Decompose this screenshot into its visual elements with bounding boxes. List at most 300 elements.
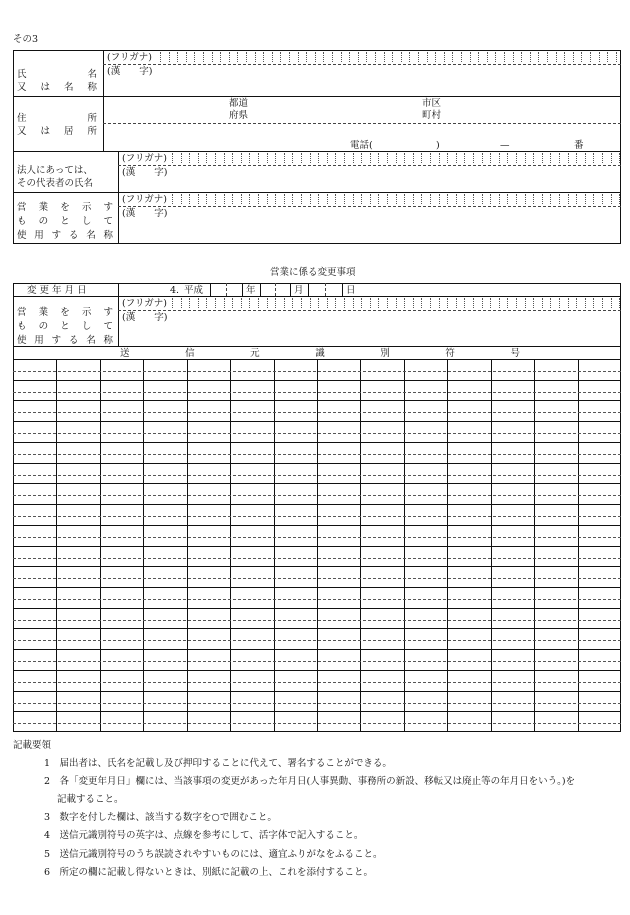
furigana-char-divider	[353, 153, 354, 163]
furigana-char-divider	[413, 153, 414, 163]
furigana-char-divider	[298, 52, 299, 62]
furigana-char-divider	[232, 153, 233, 163]
furigana-char-divider	[602, 194, 603, 204]
furigana-char-divider	[361, 153, 362, 163]
furigana-char-divider	[611, 298, 612, 308]
month-input[interactable]	[261, 284, 290, 296]
furigana-char-divider	[301, 194, 302, 204]
furigana-char-divider	[301, 298, 302, 308]
furigana-char-divider	[409, 52, 410, 62]
grid-row-guide	[13, 723, 621, 724]
furigana-char-divider	[255, 52, 256, 62]
furigana-char-divider	[404, 194, 405, 204]
furigana-char-divider	[353, 194, 354, 204]
grid-row-guide	[13, 537, 621, 538]
furigana-char-divider	[464, 194, 465, 204]
phone-label: 電話(	[350, 140, 373, 151]
biz2-kanji-field[interactable]	[172, 312, 620, 345]
era-label: 平成	[184, 285, 204, 296]
furigana-char-divider	[181, 194, 182, 204]
furigana-char-divider	[559, 298, 560, 308]
biz2-furigana-label: (フリガナ)	[122, 298, 167, 309]
grid-row-guide	[13, 475, 621, 476]
furigana-char-divider	[616, 52, 617, 62]
year-input[interactable]	[211, 284, 242, 296]
furigana-char-divider	[421, 298, 422, 308]
furigana-char-divider	[301, 153, 302, 163]
furigana-char-divider	[490, 194, 491, 204]
furigana-char-divider	[396, 298, 397, 308]
furigana-char-divider	[284, 298, 285, 308]
furigana-char-divider	[198, 153, 199, 163]
date-prefix: 4.	[170, 285, 180, 296]
furigana-char-divider	[220, 52, 221, 62]
furigana-char-divider	[275, 298, 276, 308]
furigana-char-divider	[378, 194, 379, 204]
grid-row-line	[13, 608, 621, 609]
furigana-char-divider	[585, 194, 586, 204]
furigana-char-divider	[568, 194, 569, 204]
furigana-char-divider	[370, 194, 371, 204]
furigana-char-divider	[611, 194, 612, 204]
furigana-char-divider	[490, 298, 491, 308]
furigana-char-divider	[198, 194, 199, 204]
furigana-char-divider	[521, 52, 522, 62]
todofuken-top: 都道	[229, 98, 249, 109]
grid-row-line	[13, 628, 621, 629]
furigana-char-divider	[258, 153, 259, 163]
furigana-char-divider	[327, 298, 328, 308]
furigana-char-divider	[284, 153, 285, 163]
furigana-char-divider	[516, 298, 517, 308]
furigana-char-divider	[542, 153, 543, 163]
biz-kanji-label: (漢 字)	[122, 208, 168, 219]
furigana-char-divider	[585, 153, 586, 163]
grid-row-guide	[13, 682, 621, 683]
furigana-char-divider	[421, 153, 422, 163]
grid-row-guide	[13, 516, 621, 517]
furigana-char-divider	[237, 52, 238, 62]
note-item-3: 3 数字を付した欄は、該当する数字を○で囲むこと。	[44, 812, 277, 823]
grid-row-guide	[13, 433, 621, 434]
furigana-char-divider	[224, 153, 225, 163]
furigana-char-divider	[186, 52, 187, 62]
grid-row-guide	[13, 599, 621, 600]
furigana-char-divider	[212, 52, 213, 62]
furigana-char-divider	[538, 52, 539, 62]
name-furigana-field[interactable]	[160, 51, 620, 63]
phone-dash: —	[500, 140, 510, 151]
furigana-char-divider	[525, 153, 526, 163]
furigana-char-divider	[495, 52, 496, 62]
change-section-title: 営業に係る変更事項	[270, 267, 356, 278]
furigana-char-divider	[189, 194, 190, 204]
furigana-char-divider	[292, 194, 293, 204]
furigana-char-divider	[275, 153, 276, 163]
furigana-char-divider	[384, 52, 385, 62]
furigana-char-divider	[249, 194, 250, 204]
grid-row-line	[13, 421, 621, 422]
furigana-char-divider	[607, 52, 608, 62]
grid-row-guide	[13, 371, 621, 372]
furigana-char-divider	[172, 153, 173, 163]
furigana-char-divider	[232, 298, 233, 308]
furigana-char-divider	[473, 194, 474, 204]
furigana-char-divider	[327, 194, 328, 204]
furigana-char-divider	[576, 194, 577, 204]
note-item-2: 2 各「変更年月日」欄には、当該事項の変更があった年月日(人事異動、事務所の新設、移転又は廃止等の年月日をいう。)を	[44, 776, 576, 787]
furigana-char-divider	[396, 194, 397, 204]
name-kanji-field[interactable]	[160, 66, 620, 94]
furigana-char-divider	[344, 153, 345, 163]
furigana-char-divider	[370, 298, 371, 308]
furigana-char-divider	[232, 194, 233, 204]
furigana-char-divider	[564, 52, 565, 62]
furigana-char-divider	[533, 298, 534, 308]
furigana-char-divider	[263, 52, 264, 62]
furigana-char-divider	[581, 52, 582, 62]
furigana-char-divider	[447, 194, 448, 204]
furigana-char-divider	[413, 194, 414, 204]
furigana-char-divider	[241, 153, 242, 163]
furigana-char-divider	[224, 194, 225, 204]
source-id-header: 送 信 元 識 別 符 号	[120, 348, 520, 359]
furigana-char-divider	[525, 194, 526, 204]
furigana-char-divider	[370, 153, 371, 163]
biz2-label-line1: 営 業 を 示 す	[17, 307, 113, 318]
biz2-kanji-label: (漢 字)	[122, 312, 168, 323]
furigana-char-divider	[194, 52, 195, 62]
furigana-char-divider	[464, 153, 465, 163]
biz2-furigana-field[interactable]	[172, 297, 620, 309]
furigana-char-divider	[335, 298, 336, 308]
furigana-char-divider	[456, 298, 457, 308]
furigana-char-divider	[344, 298, 345, 308]
furigana-char-divider	[189, 153, 190, 163]
name-label-line2: 又 は 名 称	[17, 82, 97, 93]
furigana-char-divider	[203, 52, 204, 62]
furigana-char-divider	[272, 52, 273, 62]
grid-row-line	[13, 380, 621, 381]
furigana-char-divider	[267, 298, 268, 308]
rep-kanji-field[interactable]	[172, 167, 620, 191]
furigana-char-divider	[504, 52, 505, 62]
year-label: 年	[246, 285, 256, 296]
furigana-char-divider	[387, 153, 388, 163]
grid-row-guide	[13, 495, 621, 496]
rep-furigana-field[interactable]	[172, 152, 620, 164]
address-label-line2: 又 は 居 所	[17, 126, 97, 137]
furigana-char-divider	[318, 298, 319, 308]
furigana-char-divider	[404, 298, 405, 308]
furigana-char-divider	[619, 194, 620, 204]
furigana-char-divider	[315, 52, 316, 62]
furigana-char-divider	[559, 194, 560, 204]
furigana-char-divider	[550, 194, 551, 204]
furigana-char-divider	[292, 153, 293, 163]
furigana-char-divider	[280, 52, 281, 62]
furigana-char-divider	[499, 298, 500, 308]
furigana-char-divider	[516, 153, 517, 163]
furigana-char-divider	[378, 298, 379, 308]
biz-label-line1: 営 業 を 示 す	[17, 202, 113, 213]
furigana-char-divider	[430, 298, 431, 308]
furigana-char-divider	[542, 194, 543, 204]
furigana-char-divider	[341, 52, 342, 62]
furigana-char-divider	[568, 298, 569, 308]
furigana-char-divider	[482, 298, 483, 308]
furigana-char-divider	[344, 194, 345, 204]
biz-kanji-field[interactable]	[172, 208, 620, 242]
furigana-char-divider	[306, 52, 307, 62]
furigana-char-divider	[513, 52, 514, 62]
grid-row-guide	[13, 392, 621, 393]
furigana-char-divider	[516, 194, 517, 204]
furigana-char-divider	[289, 52, 290, 62]
furigana-char-divider	[401, 52, 402, 62]
furigana-char-divider	[559, 153, 560, 163]
furigana-char-divider	[602, 153, 603, 163]
furigana-char-divider	[599, 52, 600, 62]
notes-title: 記載要領	[13, 740, 52, 751]
note-item-5: 5 送信元識別符号のうち誤読されやすいものには、適宜ふりがなをふること。	[44, 849, 383, 860]
biz2-label-line3: 使 用 す る 名 称	[17, 335, 113, 346]
grid-row-guide	[13, 640, 621, 641]
biz-label-line3: 使 用 す る 名 称	[17, 230, 113, 241]
phone-close: )	[436, 140, 440, 151]
furigana-char-divider	[439, 298, 440, 308]
furigana-char-divider	[611, 153, 612, 163]
furigana-char-divider	[593, 298, 594, 308]
day-label: 日	[346, 285, 356, 296]
furigana-char-divider	[387, 194, 388, 204]
furigana-char-divider	[241, 298, 242, 308]
furigana-char-divider	[275, 194, 276, 204]
furigana-char-divider	[550, 298, 551, 308]
furigana-char-divider	[198, 298, 199, 308]
grid-row-line	[13, 463, 621, 464]
furigana-char-divider	[375, 52, 376, 62]
furigana-char-divider	[507, 298, 508, 308]
source-id-grid[interactable]	[13, 359, 621, 732]
furigana-char-divider	[499, 194, 500, 204]
furigana-char-divider	[181, 153, 182, 163]
page-label: その3	[13, 34, 39, 45]
furigana-char-divider	[525, 298, 526, 308]
biz-furigana-field[interactable]	[172, 193, 620, 205]
furigana-char-divider	[452, 52, 453, 62]
furigana-char-divider	[456, 153, 457, 163]
furigana-char-divider	[387, 298, 388, 308]
name-kanji-label: (漢 字)	[107, 66, 153, 77]
grid-row-line	[13, 711, 621, 712]
change-date-label: 変 更 年 月 日	[27, 285, 87, 296]
address-label-line1: 住 所	[17, 113, 97, 124]
furigana-char-divider	[396, 153, 397, 163]
furigana-char-divider	[456, 194, 457, 204]
furigana-char-divider	[590, 52, 591, 62]
furigana-char-divider	[404, 153, 405, 163]
furigana-char-divider	[327, 153, 328, 163]
furigana-char-divider	[181, 298, 182, 308]
grid-row-guide	[13, 620, 621, 621]
furigana-char-divider	[361, 298, 362, 308]
furigana-char-divider	[258, 298, 259, 308]
shiku-top: 市区	[422, 98, 442, 109]
grid-row-guide	[13, 703, 621, 704]
grid-row-guide	[13, 558, 621, 559]
furigana-char-divider	[487, 52, 488, 62]
furigana-char-divider	[413, 298, 414, 308]
furigana-char-divider	[547, 52, 548, 62]
furigana-char-divider	[318, 194, 319, 204]
furigana-char-divider	[229, 52, 230, 62]
furigana-char-divider	[361, 194, 362, 204]
biz2-label-line2: も の と し て	[17, 321, 113, 332]
furigana-char-divider	[160, 52, 161, 62]
furigana-char-divider	[533, 194, 534, 204]
name-furigana-label: (フリガナ)	[107, 52, 152, 63]
furigana-char-divider	[585, 298, 586, 308]
furigana-char-divider	[482, 194, 483, 204]
rep-furigana-label: (フリガナ)	[122, 153, 167, 164]
furigana-char-divider	[378, 153, 379, 163]
furigana-char-divider	[619, 153, 620, 163]
furigana-char-divider	[258, 194, 259, 204]
furigana-char-divider	[439, 153, 440, 163]
furigana-char-divider	[447, 298, 448, 308]
name-label-line1: 氏 名	[17, 69, 97, 80]
furigana-char-divider	[366, 52, 367, 62]
address-field[interactable]	[104, 124, 620, 138]
furigana-char-divider	[349, 52, 350, 62]
furigana-char-divider	[353, 298, 354, 308]
furigana-char-divider	[323, 52, 324, 62]
rep-kanji-label: (漢 字)	[122, 167, 168, 178]
grid-row-line	[13, 546, 621, 547]
grid-row-guide	[13, 578, 621, 579]
furigana-char-divider	[430, 194, 431, 204]
furigana-char-divider	[246, 52, 247, 62]
furigana-char-divider	[482, 153, 483, 163]
furigana-char-divider	[335, 194, 336, 204]
furigana-char-divider	[332, 52, 333, 62]
grid-row-line	[13, 483, 621, 484]
rep-label-line2: その代表者の氏名	[17, 178, 94, 189]
furigana-char-divider	[267, 153, 268, 163]
grid-row-line	[13, 649, 621, 650]
furigana-char-divider	[189, 298, 190, 308]
furigana-char-divider	[310, 298, 311, 308]
furigana-char-divider	[470, 52, 471, 62]
grid-row-line	[13, 670, 621, 671]
furigana-char-divider	[172, 298, 173, 308]
furigana-char-divider	[573, 52, 574, 62]
biz-furigana-label: (フリガナ)	[122, 194, 167, 205]
furigana-char-divider	[169, 52, 170, 62]
grid-row-line	[13, 525, 621, 526]
furigana-char-divider	[593, 194, 594, 204]
furigana-char-divider	[206, 153, 207, 163]
furigana-char-divider	[439, 194, 440, 204]
furigana-char-divider	[576, 153, 577, 163]
furigana-char-divider	[177, 52, 178, 62]
furigana-char-divider	[464, 298, 465, 308]
furigana-char-divider	[507, 153, 508, 163]
furigana-char-divider	[473, 153, 474, 163]
furigana-char-divider	[418, 52, 419, 62]
furigana-char-divider	[392, 52, 393, 62]
todofuken-bottom: 府県	[229, 110, 249, 121]
furigana-char-divider	[473, 298, 474, 308]
furigana-char-divider	[318, 153, 319, 163]
furigana-char-divider	[427, 52, 428, 62]
furigana-char-divider	[430, 153, 431, 163]
furigana-char-divider	[461, 52, 462, 62]
furigana-char-divider	[310, 153, 311, 163]
furigana-char-divider	[499, 153, 500, 163]
furigana-char-divider	[215, 298, 216, 308]
grid-row-line	[13, 400, 621, 401]
grid-row-line	[13, 587, 621, 588]
grid-row-line	[13, 504, 621, 505]
furigana-char-divider	[593, 153, 594, 163]
furigana-char-divider	[568, 153, 569, 163]
day-input[interactable]	[309, 284, 342, 296]
furigana-char-divider	[533, 153, 534, 163]
note-item-2-cont: 記載すること。	[57, 794, 124, 805]
grid-row-line	[13, 691, 621, 692]
grid-row-line	[13, 566, 621, 567]
furigana-char-divider	[556, 52, 557, 62]
furigana-char-divider	[435, 52, 436, 62]
furigana-char-divider	[335, 153, 336, 163]
furigana-char-divider	[447, 153, 448, 163]
grid-row-line	[13, 442, 621, 443]
note-item-4: 4 送信元識別符号の英字は、点線を参考にして、活字体で記入すること。	[44, 830, 364, 841]
furigana-char-divider	[249, 153, 250, 163]
biz-label-line2: も の と し て	[17, 216, 113, 227]
furigana-char-divider	[215, 153, 216, 163]
furigana-char-divider	[619, 298, 620, 308]
note-item-6: 6 所定の欄に記載し得ないときは、別紙に記載の上、これを添付すること。	[44, 867, 374, 878]
furigana-char-divider	[267, 194, 268, 204]
furigana-char-divider	[310, 194, 311, 204]
furigana-char-divider	[358, 52, 359, 62]
grid-row-guide	[13, 454, 621, 455]
furigana-char-divider	[206, 298, 207, 308]
furigana-char-divider	[284, 194, 285, 204]
note-item-1: 1 届出者は、氏名を記載し及び押印することに代えて、署名することができる。	[44, 758, 392, 769]
furigana-char-divider	[241, 194, 242, 204]
furigana-char-divider	[421, 194, 422, 204]
furigana-char-divider	[542, 298, 543, 308]
furigana-char-divider	[249, 298, 250, 308]
shiku-bottom: 町村	[422, 110, 442, 121]
furigana-char-divider	[602, 298, 603, 308]
furigana-char-divider	[224, 298, 225, 308]
phone-ban: 番	[574, 140, 584, 151]
furigana-char-divider	[530, 52, 531, 62]
furigana-char-divider	[215, 194, 216, 204]
grid-row-guide	[13, 661, 621, 662]
month-label: 月	[294, 285, 304, 296]
furigana-char-divider	[206, 194, 207, 204]
furigana-char-divider	[444, 52, 445, 62]
furigana-char-divider	[292, 298, 293, 308]
furigana-char-divider	[576, 298, 577, 308]
furigana-char-divider	[507, 194, 508, 204]
